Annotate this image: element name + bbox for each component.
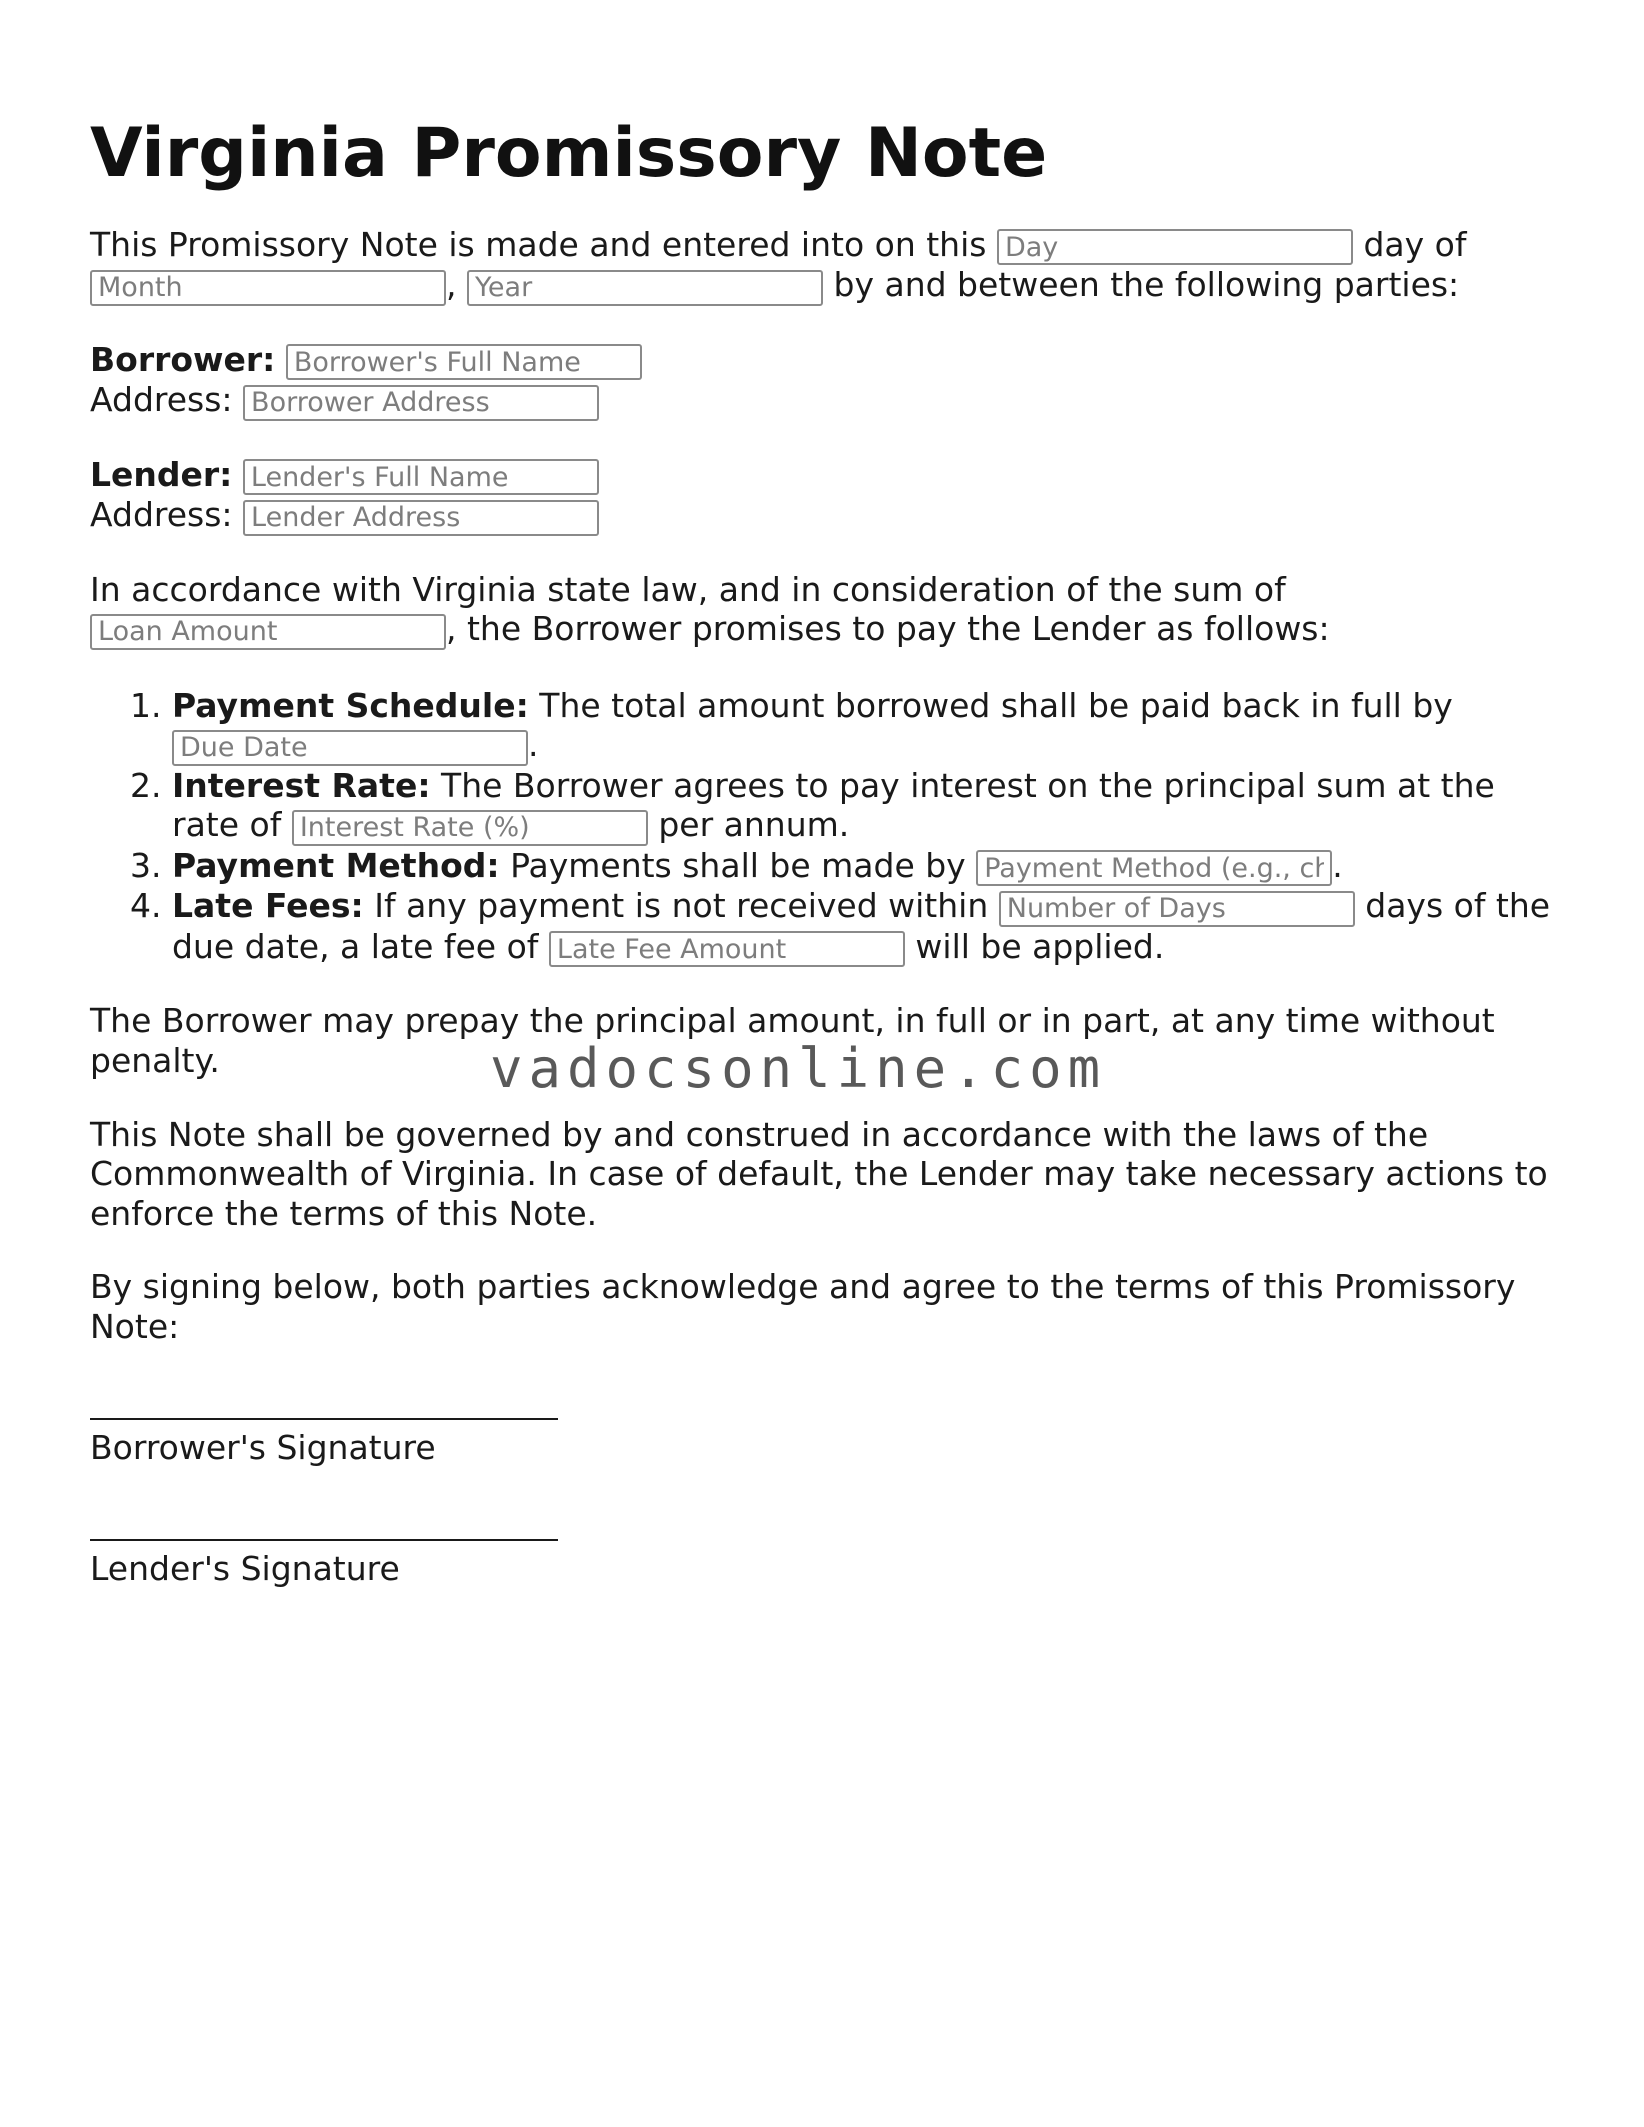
term-payment-method: [172, 846, 1560, 887]
day-input[interactable]: [997, 229, 1353, 265]
consideration-paragraph: [90, 570, 1560, 650]
lender-address-input[interactable]: [243, 500, 599, 536]
document-page: [90, 0, 1560, 1589]
payment-method-end: .: [1332, 845, 1343, 885]
borrower-name-row: [90, 340, 1560, 381]
year-input[interactable]: [467, 270, 823, 306]
page-title: Virginia Promissory Note: [90, 114, 1048, 193]
terms-list: [90, 686, 1560, 968]
term-interest-rate: [172, 766, 1560, 846]
consideration-text: In accordance with Virginia state law, and in consideration of the sum of: [90, 569, 1286, 609]
prepay-paragraph: The Borrower may prepay the principal amount, in full or in part, at any time without penalty.: [90, 1001, 1495, 1080]
lender-name-input[interactable]: [243, 459, 599, 495]
intro-paragraph: [90, 225, 1560, 306]
late-fees-end: will be applied.: [915, 926, 1165, 966]
payment-schedule-end: .: [528, 725, 539, 765]
due-date-input[interactable]: [172, 730, 528, 766]
borrower-signature-block: [90, 1389, 1560, 1468]
late-fee-amount-input[interactable]: [549, 931, 905, 967]
borrower-name-input[interactable]: [286, 344, 642, 380]
payment-method-text: Payments shall be made by: [510, 845, 966, 885]
late-days-input[interactable]: [999, 891, 1355, 927]
borrower-signature-label: Borrower's Signature: [90, 1428, 436, 1468]
interest-rate-text: The Borrower agrees to pay interest on the principal sum at the rate of: [172, 765, 1495, 845]
payment-method-input[interactable]: [976, 850, 1332, 886]
loan-amount-input[interactable]: [90, 614, 446, 650]
interest-rate-input[interactable]: [292, 810, 648, 846]
acknowledge-paragraph: By signing below, both parties acknowledge and agree to the terms of this Promissory Note:: [90, 1267, 1516, 1346]
borrower-signature-line: [90, 1390, 558, 1420]
lender-name-row: [90, 455, 1560, 496]
intro-text-3: by and between the following parties:: [833, 265, 1460, 305]
late-fees-label: Late Fees:: [172, 886, 364, 926]
lender-section: [90, 455, 1560, 536]
consideration-text-after: , the Borrower promises to pay the Lender as follows:: [446, 609, 1330, 649]
payment-method-label: Payment Method:: [172, 845, 500, 885]
intro-text-1: This Promissory Note is made and entered into on this: [90, 224, 987, 264]
watermark: vadocsonline.com: [490, 1037, 1107, 1100]
borrower-address-input[interactable]: [243, 385, 599, 421]
borrower-address-row: [90, 380, 1560, 421]
borrower-label: Borrower:: [90, 339, 276, 379]
lender-label: Lender:: [90, 454, 233, 494]
lender-address-label: Address:: [90, 495, 233, 535]
intro-comma: ,: [446, 265, 457, 305]
interest-rate-end: per annum.: [658, 805, 850, 845]
month-input[interactable]: [90, 270, 446, 306]
late-fees-text: If any payment is not received within: [374, 886, 989, 926]
late-fees-middle: days of the due date, a late fee of: [172, 886, 1551, 966]
term-payment-schedule: [172, 686, 1560, 766]
borrower-address-label: Address:: [90, 380, 233, 420]
payment-schedule-text: The total amount borrowed shall be paid back in full by: [539, 685, 1453, 725]
lender-signature-label: Lender's Signature: [90, 1549, 400, 1589]
governing-law-paragraph: This Note shall be governed by and construed in accordance with the laws of the Commonwealth of Virginia. In case of default, the Lender may take necessary actions to enforce the terms of this Note.: [90, 1114, 1548, 1233]
interest-rate-label: Interest Rate:: [172, 765, 431, 805]
borrower-section: [90, 340, 1560, 421]
lender-signature-block: [90, 1510, 1560, 1589]
lender-signature-line: [90, 1511, 558, 1541]
payment-schedule-label: Payment Schedule:: [172, 685, 529, 725]
intro-text-2: day of: [1363, 224, 1467, 264]
lender-address-row: [90, 495, 1560, 536]
term-late-fees: [172, 886, 1560, 967]
